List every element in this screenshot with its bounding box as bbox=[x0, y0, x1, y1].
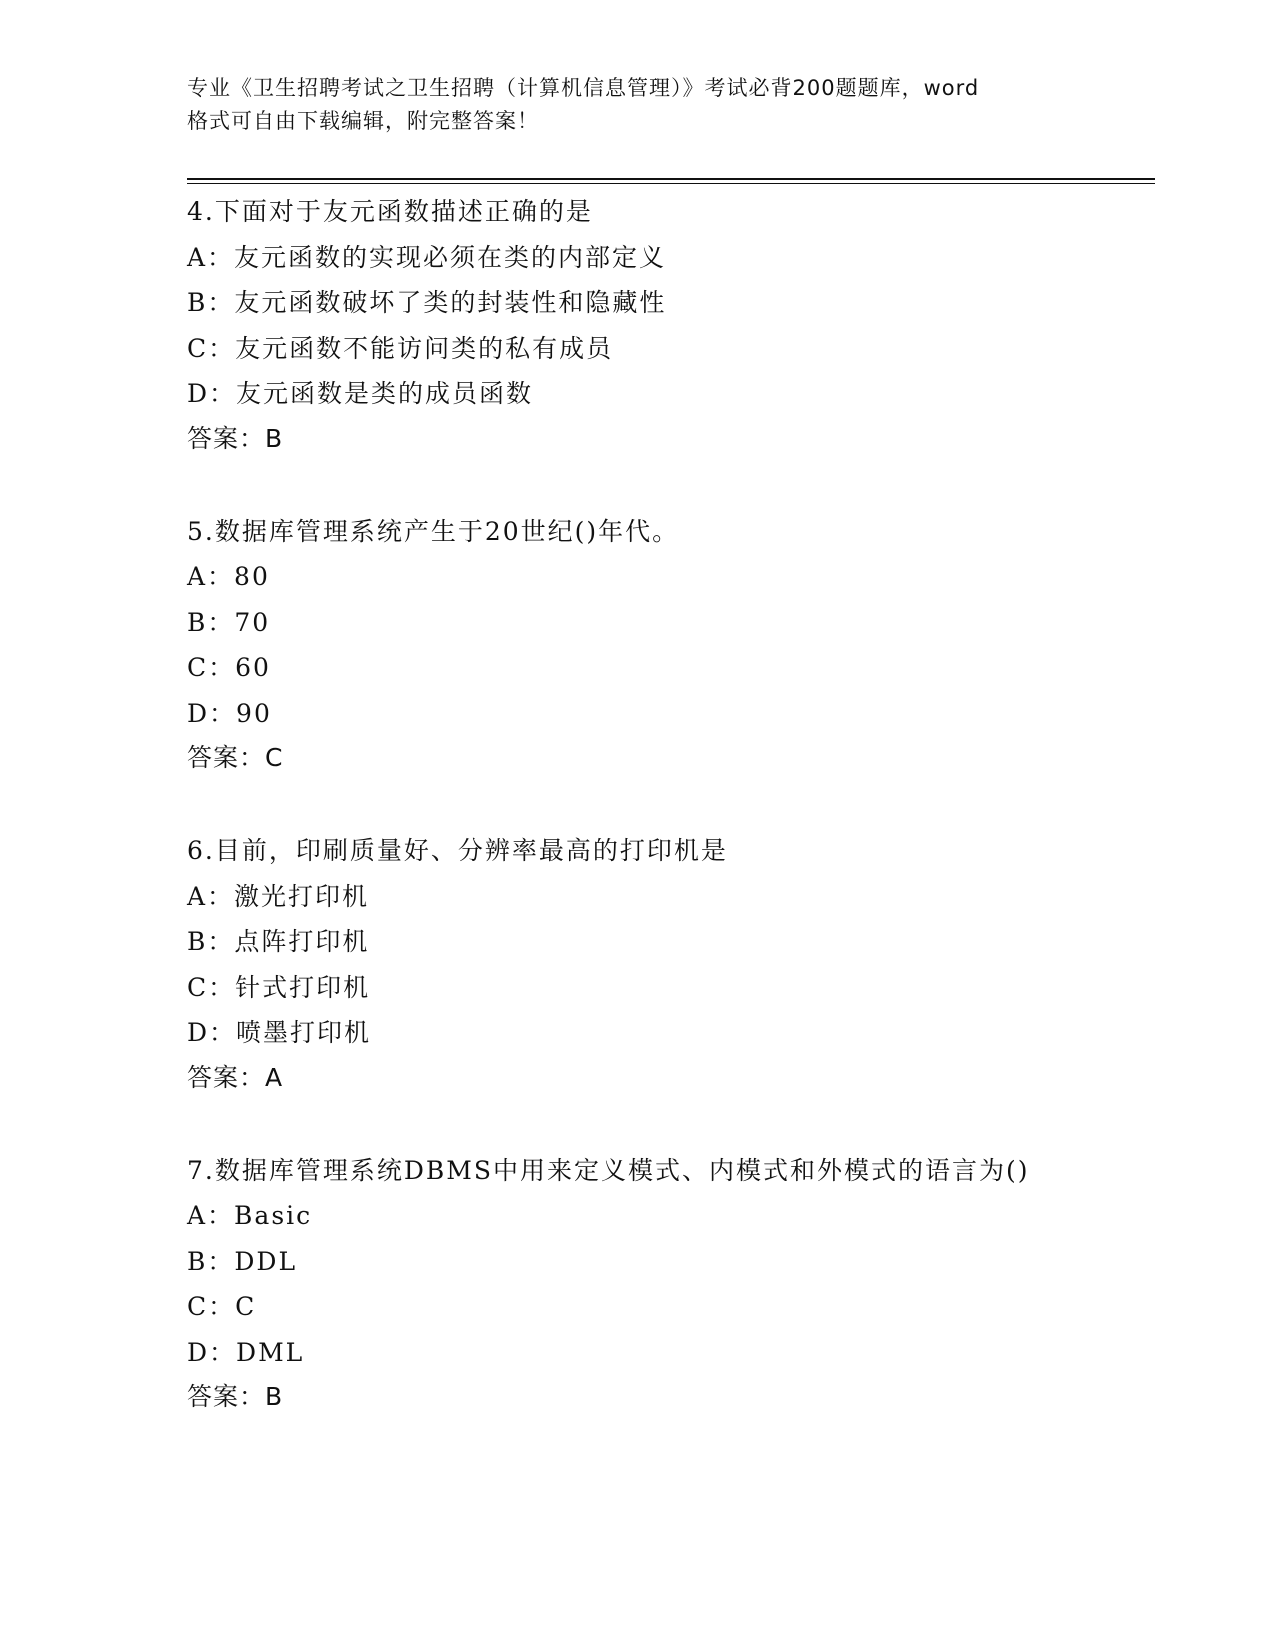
question-block bbox=[187, 189, 1147, 460]
option-c: C：C bbox=[187, 1292, 257, 1321]
option-a: A：激光打印机 bbox=[187, 881, 370, 911]
header-divider bbox=[187, 178, 1155, 184]
option-d: D：90 bbox=[187, 698, 272, 728]
answer-text: 答案：B bbox=[187, 423, 284, 453]
question-list bbox=[187, 189, 1147, 1467]
document-header bbox=[187, 72, 1107, 138]
option-b: B：DDL bbox=[187, 1246, 298, 1276]
option-d: D：DML bbox=[187, 1337, 305, 1367]
question-text: 4.下面对于友元函数描述正确的是 bbox=[187, 197, 593, 226]
answer-text: 答案：C bbox=[187, 743, 284, 772]
option-a: A：80 bbox=[187, 562, 270, 591]
option-a: A：Basic bbox=[187, 1201, 313, 1230]
option-c: C：针式打印机 bbox=[187, 972, 371, 1002]
option-b: B：点阵打印机 bbox=[187, 927, 370, 956]
option-b: B：70 bbox=[187, 607, 271, 637]
question-block bbox=[187, 1148, 1147, 1419]
option-c: C：60 bbox=[187, 653, 271, 682]
question-block bbox=[187, 509, 1147, 780]
option-c: C：友元函数不能访问类的私有成员 bbox=[187, 333, 614, 363]
option-a: A：友元函数的实现必须在类的内部定义 bbox=[187, 242, 667, 272]
answer-text: 答案：A bbox=[187, 1062, 284, 1092]
question-block bbox=[187, 828, 1147, 1099]
header-line-2: 格式可自由下载编辑，附完整答案！ bbox=[187, 109, 539, 133]
option-b: B：友元函数破坏了类的封装性和隐藏性 bbox=[187, 288, 667, 317]
question-text: 5.数据库管理系统产生于20世纪()年代。 bbox=[187, 516, 680, 546]
header-line-1: 专业《卫生招聘考试之卫生招聘（计算机信息管理）》考试必背200题题库，word bbox=[187, 76, 980, 100]
option-d: D：友元函数是类的成员函数 bbox=[187, 379, 534, 408]
question-text: 6.目前，印刷质量好、分辨率最高的打印机是 bbox=[187, 836, 728, 865]
option-d: D：喷墨打印机 bbox=[187, 1018, 372, 1047]
answer-text: 答案：B bbox=[187, 1382, 284, 1411]
question-text: 7.数据库管理系统DBMS中用来定义模式、内模式和外模式的语言为() bbox=[187, 1155, 1030, 1185]
